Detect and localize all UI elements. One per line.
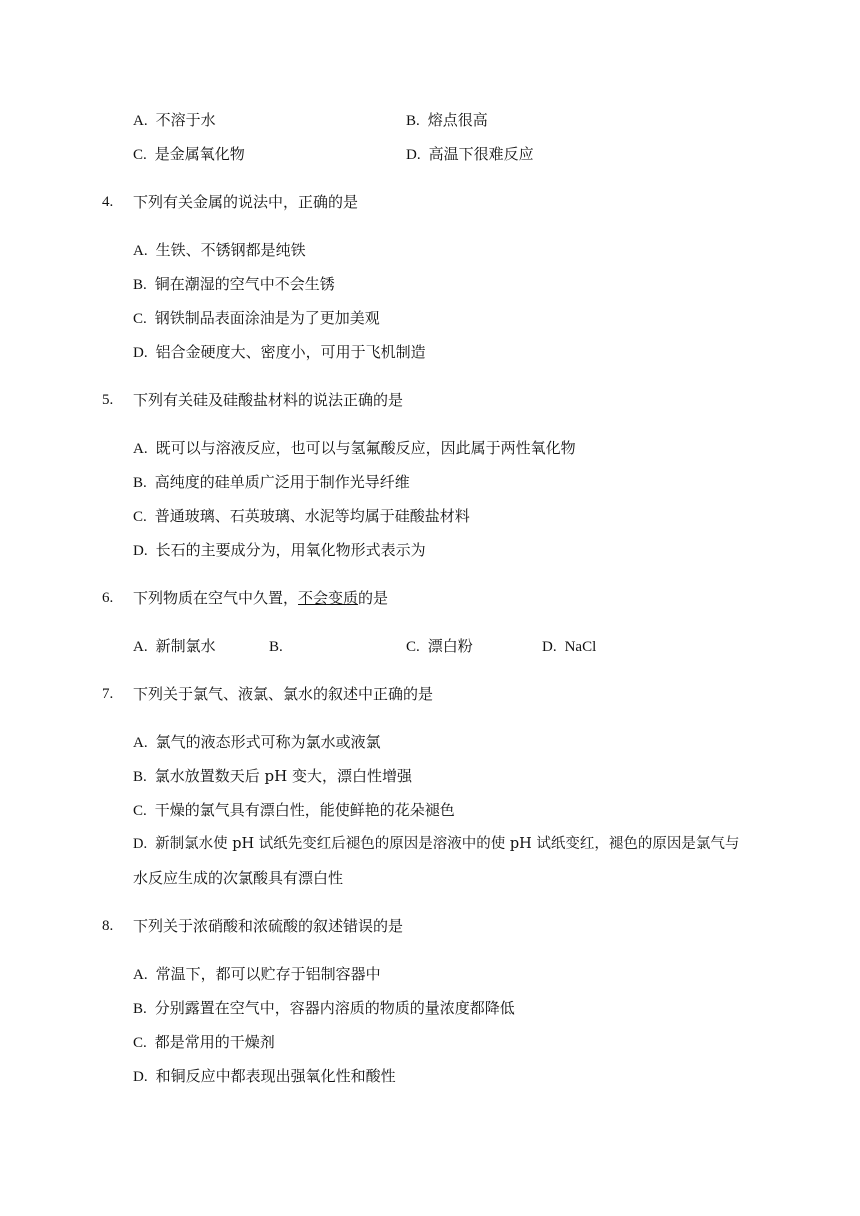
q5-option-d: D. 长石的主要成分为，用氧化物形式表示为 <box>133 541 426 559</box>
question-number: 4. <box>102 194 114 210</box>
q3-option-b: B. 熔点很高 <box>406 111 488 129</box>
q3-option-c: C. 是金属氧化物 <box>133 145 245 163</box>
underlined-emphasis: 不会变质 <box>298 589 359 607</box>
q6-option-c: C. 漂白粉 <box>406 637 473 655</box>
question-number: 7. <box>102 686 114 702</box>
q4-option-b: B. 铜在潮湿的空气中不会生锈 <box>133 275 335 293</box>
q6-option-b: B. <box>269 639 283 655</box>
q4-option-d: D. 铝合金硬度大、密度小，可用于飞机制造 <box>133 343 426 361</box>
q7-option-c: C. 干燥的氯气具有漂白性，能使鲜艳的花朵褪色 <box>133 801 455 819</box>
question-text: 下列关于浓硝酸和浓硫酸的叙述错误的是 <box>133 917 404 935</box>
q4-option-c: C. 钢铁制品表面涂油是为了更加美观 <box>133 309 380 327</box>
q5-option-a: A. 既可以与溶液反应，也可以与氢氟酸反应，因此属于两性氧化物 <box>133 439 576 457</box>
q8-option-a: A. 常温下，都可以贮存于铝制容器中 <box>133 965 381 983</box>
q3-option-d: D. 高温下很难反应 <box>406 145 534 163</box>
q8-option-b: B. 分别露置在空气中，容器内溶质的物质的量浓度都降低 <box>133 999 515 1017</box>
question-text: 下列有关硅及硅酸盐材料的说法正确的是 <box>133 391 404 409</box>
q6-option-d: D. NaCl <box>542 639 597 655</box>
q5-option-b: B. 高纯度的硅单质广泛用于制作光导纤维 <box>133 473 410 491</box>
q7-option-d-continuation: 水反应生成的次氯酸具有漂白性 <box>133 869 344 887</box>
q5-option-c: C. 普通玻璃、石英玻璃、水泥等均属于硅酸盐材料 <box>133 507 470 525</box>
q7-option-d: D. 新制氯水使 pH 试纸先变红后褪色的原因是溶液中的使 pH 试纸变红，褪色的原因是氯气与 <box>133 836 740 852</box>
question-text: 下列有关金属的说法中，正确的是 <box>133 193 359 211</box>
q7-option-b: B. 氯水放置数天后 pH 变大，漂白性增强 <box>133 767 412 785</box>
q6-option-a: A. 新制氯水 <box>133 637 216 655</box>
q7-option-a: A. 氯气的液态形式可称为氯水或液氯 <box>133 733 381 751</box>
q8-option-c: C. 都是常用的干燥剂 <box>133 1033 275 1051</box>
question-number: 8. <box>102 918 114 934</box>
question-text: 下列物质在空气中久置，不会变质的是 <box>133 589 389 607</box>
q8-option-d: D. 和铜反应中都表现出强氧化性和酸性 <box>133 1067 396 1085</box>
q3-option-a: A. 不溶于水 <box>133 111 216 129</box>
question-number: 5. <box>102 392 114 408</box>
q4-option-a: A. 生铁、不锈钢都是纯铁 <box>133 241 306 259</box>
question-text: 下列关于氯气、液氯、氯水的叙述中正确的是 <box>133 685 434 703</box>
question-number: 6. <box>102 590 114 606</box>
